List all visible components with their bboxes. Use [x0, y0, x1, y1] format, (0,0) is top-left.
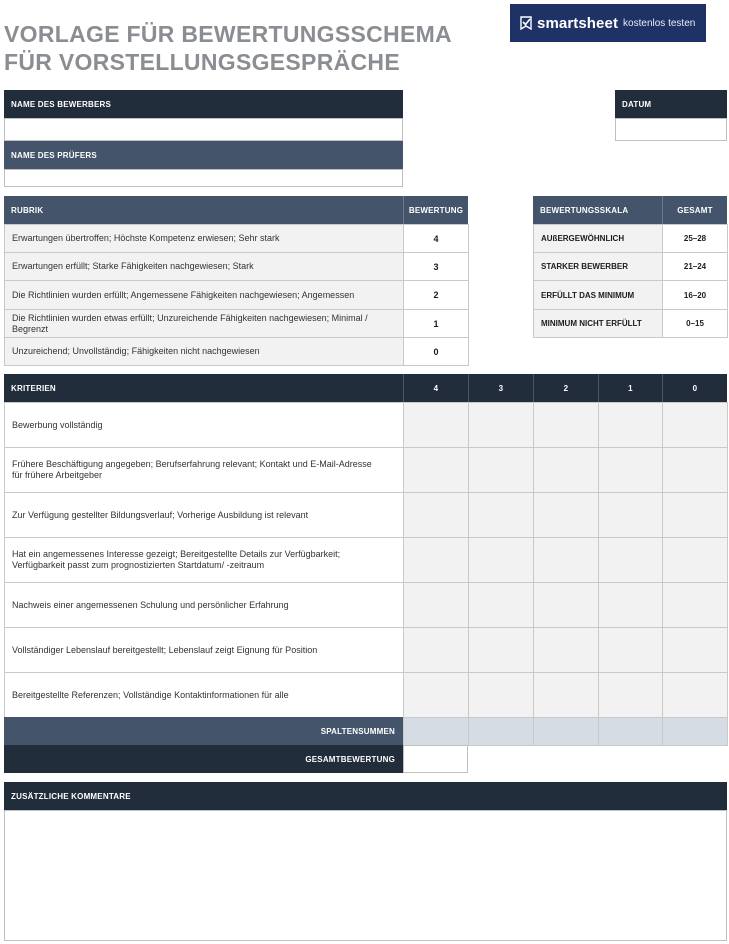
criteria-col-header: 1 — [598, 374, 662, 402]
rubric-table — [4, 224, 469, 366]
smartsheet-check-icon — [520, 16, 532, 30]
score-cell[interactable] — [404, 538, 469, 583]
scale-total-header: GESAMT — [662, 196, 727, 224]
trial-link[interactable]: kostenlos testen — [623, 17, 696, 29]
rubric-label: Erwartungen erfüllt; Starke Fähigkeiten nachgewiesen; Stark — [5, 253, 404, 281]
criteria-row — [5, 583, 728, 628]
score-cell[interactable] — [663, 448, 728, 493]
overall-score-field[interactable] — [403, 745, 468, 773]
score-cell[interactable] — [469, 403, 534, 448]
score-cell[interactable] — [663, 583, 728, 628]
score-cell[interactable] — [599, 403, 663, 448]
date-field[interactable] — [615, 118, 727, 141]
criteria-row — [5, 538, 728, 583]
criteria-table — [4, 402, 728, 718]
rubric-score: 0 — [404, 338, 469, 366]
criteria-label: Vollständiger Lebenslauf bereitgestellt; Lebenslauf zeigt Eignung für Position — [5, 628, 404, 673]
criteria-col-header: 2 — [533, 374, 598, 402]
rubric-label: Die Richtlinien wurden erfüllt; Angemessene Fähigkeiten nachgewiesen; Angemessen — [5, 281, 404, 310]
column-sum-cell[interactable] — [599, 718, 663, 746]
rubric-row — [5, 281, 469, 310]
scale-name: STARKER BEWERBER — [534, 253, 663, 281]
score-cell[interactable] — [404, 403, 469, 448]
scale-header: BEWERTUNGSSKALA — [533, 196, 662, 224]
scale-name: ERFÜLLT DAS MINIMUM — [534, 281, 663, 310]
score-cell[interactable] — [534, 403, 599, 448]
score-cell[interactable] — [663, 538, 728, 583]
score-cell[interactable] — [404, 628, 469, 673]
column-sums-label: SPALTENSUMMEN — [4, 717, 403, 745]
rubric-score-header: BEWERTUNG — [403, 196, 468, 224]
scale-range: 16–20 — [663, 281, 728, 310]
scale-table — [533, 224, 728, 338]
criteria-row — [5, 673, 728, 718]
scale-range: 25–28 — [663, 225, 728, 253]
criteria-label: Nachweis einer angemessenen Schulung und persönlicher Erfahrung — [5, 583, 404, 628]
rubric-label: Unzureichend; Unvollständig; Fähigkeiten nicht nachgewiesen — [5, 338, 404, 366]
scale-range: 0–15 — [663, 310, 728, 338]
score-cell[interactable] — [663, 628, 728, 673]
column-sum-cell[interactable] — [469, 718, 534, 746]
scale-row — [534, 225, 728, 253]
score-cell[interactable] — [404, 673, 469, 718]
criteria-row — [5, 448, 728, 493]
scale-row — [534, 253, 728, 281]
criteria-row — [5, 493, 728, 538]
rubric-row — [5, 225, 469, 253]
column-sum-cell[interactable] — [534, 718, 599, 746]
criteria-row — [5, 628, 728, 673]
score-cell[interactable] — [404, 583, 469, 628]
rubric-score: 2 — [404, 281, 469, 310]
criteria-label: Bereitgestellte Referenzen; Vollständige Kontaktinformationen für alle — [5, 673, 404, 718]
rubric-row — [5, 338, 469, 366]
score-cell[interactable] — [469, 583, 534, 628]
scale-row — [534, 310, 728, 338]
rubric-label: Die Richtlinien wurden etwas erfüllt; Unzureichende Fähigkeiten nachgewiesen; Minimal / Begrenzt — [5, 310, 404, 338]
score-cell[interactable] — [534, 628, 599, 673]
criteria-label: Bewerbung vollständig — [5, 403, 404, 448]
candidate-name-header: NAME DES BEWERBERS — [4, 90, 403, 118]
comments-field[interactable] — [4, 810, 727, 941]
rubric-score: 4 — [404, 225, 469, 253]
score-cell[interactable] — [599, 628, 663, 673]
score-cell[interactable] — [534, 448, 599, 493]
reviewer-name-field[interactable] — [4, 169, 403, 187]
score-cell[interactable] — [599, 493, 663, 538]
scale-range: 21–24 — [663, 253, 728, 281]
score-cell[interactable] — [663, 493, 728, 538]
score-cell[interactable] — [534, 583, 599, 628]
date-header: DATUM — [615, 90, 727, 118]
score-cell[interactable] — [534, 673, 599, 718]
criteria-label: Frühere Beschäftigung angegeben; Berufserfahrung relevant; Kontakt und E-Mail-Adresse für frühere Arbeitgeber — [5, 448, 404, 493]
criteria-label: Hat ein angemessenes Interesse gezeigt; Bereitgestellte Details zur Verfügbarkeit; Verfügbarkeit passt zum prognostizierten Startdatum/ -zeitraum — [5, 538, 404, 583]
score-cell[interactable] — [534, 493, 599, 538]
rubric-score: 3 — [404, 253, 469, 281]
score-cell[interactable] — [663, 403, 728, 448]
score-cell[interactable] — [469, 448, 534, 493]
score-cell[interactable] — [469, 673, 534, 718]
score-cell[interactable] — [404, 448, 469, 493]
scale-row — [534, 281, 728, 310]
score-cell[interactable] — [469, 493, 534, 538]
rubric-score: 1 — [404, 310, 469, 338]
smartsheet-trial-banner[interactable] — [510, 4, 706, 42]
rubric-row — [5, 253, 469, 281]
criteria-header: KRITERIEN — [4, 374, 403, 402]
column-sum-cell[interactable] — [663, 718, 728, 746]
score-cell[interactable] — [599, 583, 663, 628]
score-cell[interactable] — [404, 493, 469, 538]
column-sums-row — [403, 717, 728, 746]
rubric-label: Erwartungen übertroffen; Höchste Kompetenz erwiesen; Sehr stark — [5, 225, 404, 253]
rubric-row — [5, 310, 469, 338]
criteria-row — [5, 403, 728, 448]
column-sum-cell[interactable] — [404, 718, 469, 746]
criteria-col-header: 0 — [662, 374, 727, 402]
criteria-col-header: 3 — [468, 374, 533, 402]
rubric-header: RUBRIK — [4, 196, 403, 224]
criteria-label: Zur Verfügung gestellter Bildungsverlauf; Vorherige Ausbildung ist relevant — [5, 493, 404, 538]
candidate-name-field[interactable] — [4, 118, 403, 141]
score-cell[interactable] — [663, 673, 728, 718]
brand-name: smartsheet — [537, 14, 619, 32]
overall-score-label: GESAMTBEWERTUNG — [4, 745, 403, 773]
criteria-col-header: 4 — [403, 374, 468, 402]
page-title: VORLAGE FÜR BEWERTUNGSSCHEMA FÜR VORSTELLUNGSGESPRÄCHE — [4, 21, 452, 75]
scale-name: MINIMUM NICHT ERFÜLLT — [534, 310, 663, 338]
score-cell[interactable] — [469, 628, 534, 673]
comments-header: ZUSÄTZLICHE KOMMENTARE — [4, 782, 727, 810]
score-cell[interactable] — [534, 538, 599, 583]
reviewer-name-header: NAME DES PRÜFERS — [4, 141, 403, 169]
scale-name: AUßERGEWÖHNLICH — [534, 225, 663, 253]
score-cell[interactable] — [599, 673, 663, 718]
score-cell[interactable] — [599, 538, 663, 583]
score-cell[interactable] — [599, 448, 663, 493]
score-cell[interactable] — [469, 538, 534, 583]
